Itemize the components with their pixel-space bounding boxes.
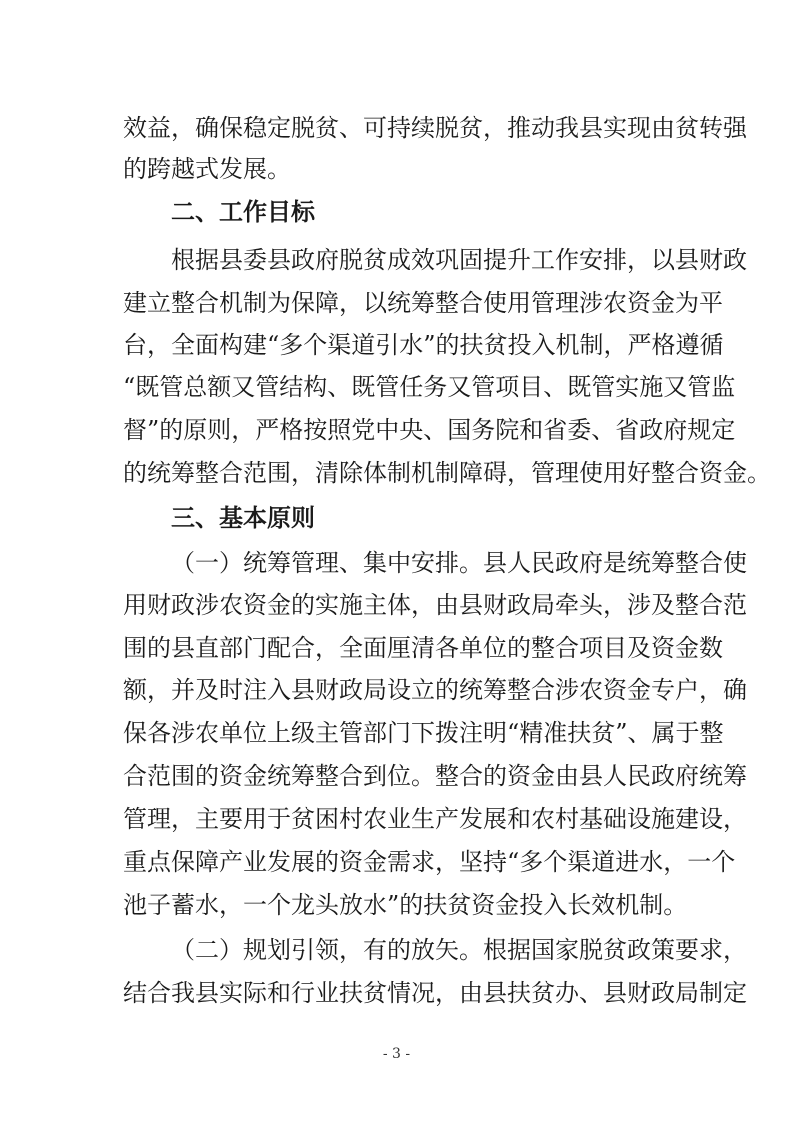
paragraph-line: 的跨越式发展。	[123, 155, 291, 183]
paragraph-line: 重点保障产业发展的资金需求，坚持“多个渠道进水，一个	[123, 848, 736, 876]
paragraph-line: 结合我县实际和行业扶贫情况，由县扶贫办、县财政局制定	[123, 979, 747, 1007]
paragraph-line: 效益，确保稳定脱贫、可持续脱贫，推动我县实现由贫转强	[123, 114, 747, 142]
page-number: - 3 -	[382, 1046, 411, 1062]
paragraph-line: （二）规划引领，有的放矢。根据国家脱贫政策要求，	[171, 936, 747, 964]
paragraph-line: “既管总额又管结构、既管任务又管项目、既管实施又管监	[123, 373, 736, 401]
paragraph-line: 根据县委县政府脱贫成效巩固提升工作安排，以县财政	[171, 246, 747, 274]
paragraph-line: 额，并及时注入县财政局设立的统筹整合涉农资金专户，确	[123, 676, 747, 704]
section-heading-work-goals: 二、工作目标	[171, 198, 315, 226]
paragraph-line: 管理，主要用于贫困村农业生产发展和农村基础设施建设，	[123, 805, 747, 833]
paragraph-line: 合范围的资金统筹整合到位。整合的资金由县人民政府统筹	[123, 762, 747, 790]
paragraph-line: 保各涉农单位上级主管部门下拨注明“精准扶贫”、属于整	[123, 719, 724, 747]
section-heading-basic-principles: 三、基本原则	[171, 504, 315, 532]
paragraph-line: 的统筹整合范围，清除体制机制障碍，管理使用好整合资金。	[123, 459, 771, 487]
paragraph-line: （一）统筹管理、集中安排。县人民政府是统筹整合使	[171, 549, 747, 577]
paragraph-line: 用财政涉农资金的实施主体，由县财政局牵头，涉及整合范	[123, 591, 747, 619]
paragraph-line: 督”的原则，严格按照党中央、国务院和省委、省政府规定	[123, 416, 736, 444]
paragraph-line: 池子蓄水，一个龙头放水”的扶贫资金投入长效机制。	[123, 891, 688, 919]
paragraph-line: 台，全面构建“多个渠道引水”的扶贫投入机制，严格遵循	[123, 331, 724, 359]
paragraph-line: 围的县直部门配合，全面厘清各单位的整合项目及资金数	[123, 634, 723, 662]
paragraph-line: 建立整合机制为保障，以统筹整合使用管理涉农资金为平	[123, 289, 723, 317]
